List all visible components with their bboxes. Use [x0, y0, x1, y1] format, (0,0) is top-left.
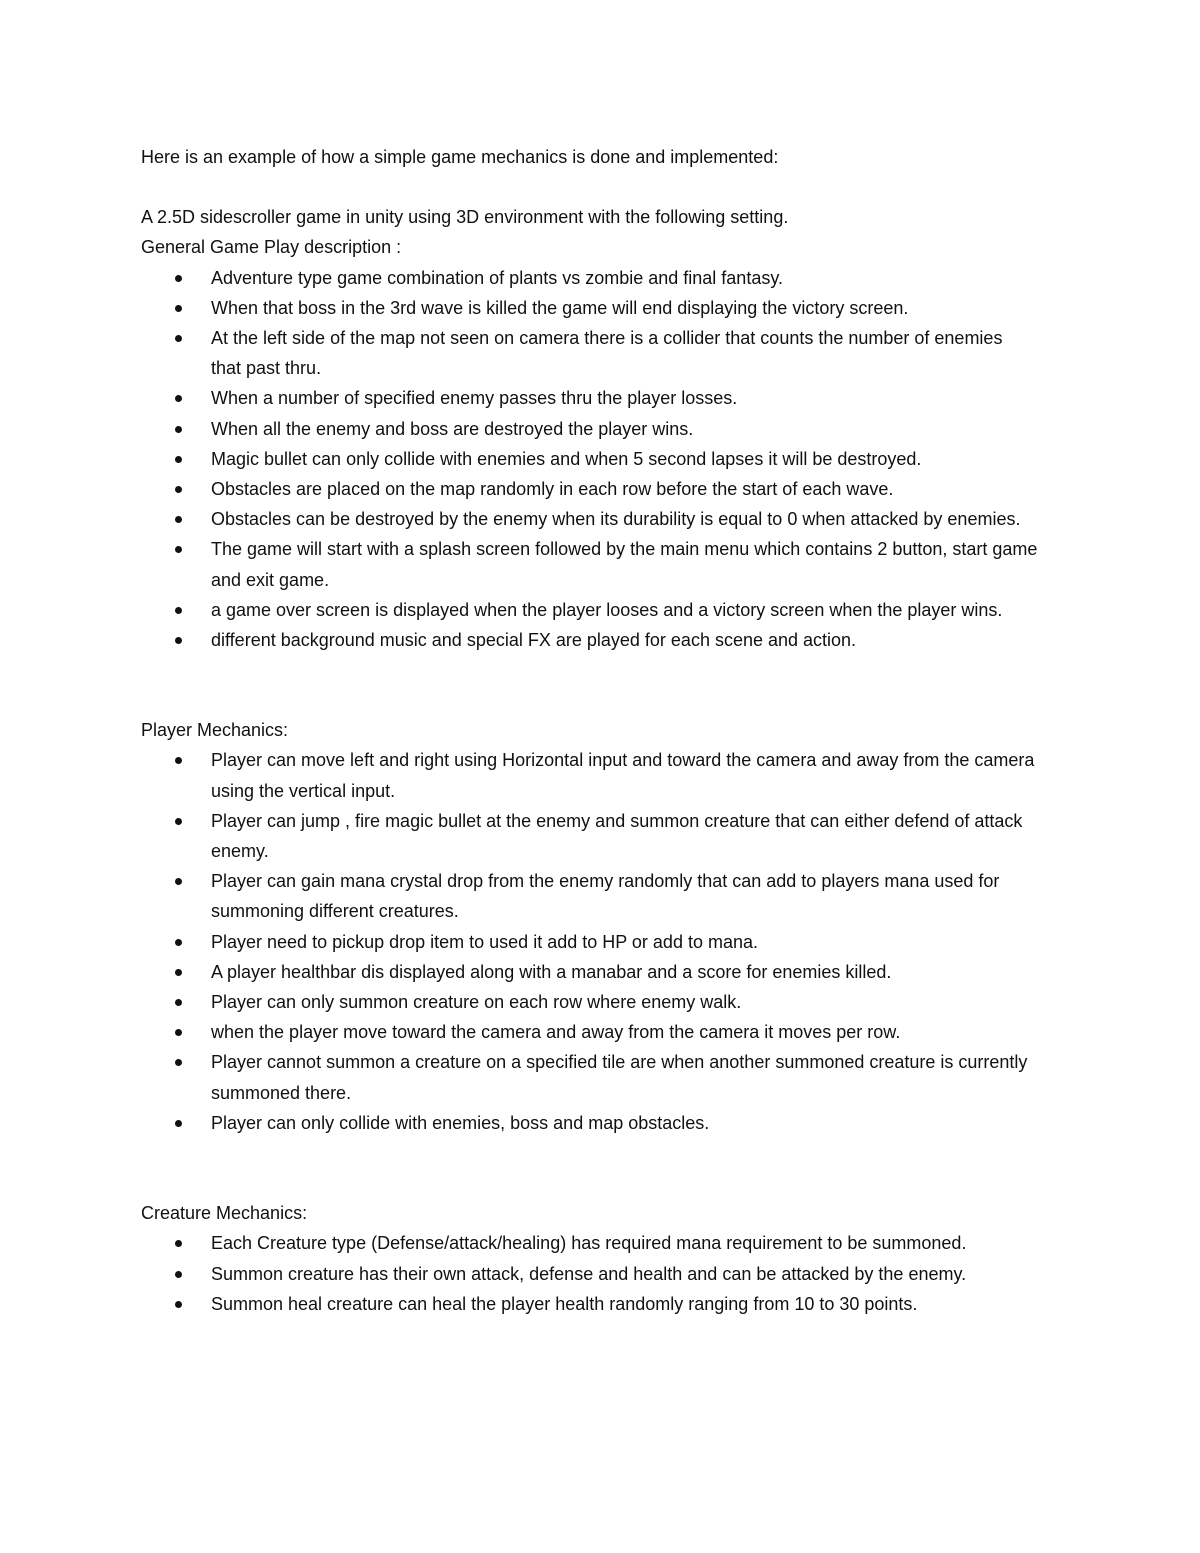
list-item-text: A player healthbar dis displayed along with a manabar and a score for enemies killed. — [211, 961, 892, 982]
general-heading: General Game Play description : — [141, 237, 402, 258]
list-item-text: Obstacles can be destroyed by the enemy when its durability is equal to 0 when attacked by enemies. — [211, 509, 1021, 530]
list-item-text: Player can jump , fire magic bullet at the enemy and summon creature that can either defend of attack enemy. — [211, 810, 1023, 862]
list-item — [141, 504, 1031, 534]
bullet-icon — [175, 546, 182, 553]
list-item — [141, 444, 1061, 474]
list-item — [141, 323, 1011, 383]
list-item — [141, 806, 1061, 866]
bullet-icon — [175, 878, 182, 885]
list-item — [141, 927, 1061, 957]
intro-paragraph: Here is an example of how a simple game mechanics is done and implemented: — [141, 147, 779, 167]
list-item — [141, 263, 1061, 293]
bullet-icon — [175, 1059, 182, 1066]
list-item-text: When a number of specified enemy passes thru the player losses. — [211, 388, 738, 409]
list-item-text: when the player move toward the camera and away from the camera it moves per row. — [211, 1022, 901, 1043]
bullet-icon — [175, 335, 182, 342]
bullet-icon — [175, 1271, 182, 1278]
list-item — [141, 987, 1061, 1017]
list-item-text: Adventure type game combination of plants vs zombie and final fantasy. — [211, 267, 783, 288]
player-list — [141, 745, 1061, 1138]
list-item — [141, 534, 1041, 594]
bullet-icon — [175, 757, 182, 764]
list-item-text: The game will start with a splash screen followed by the main menu which contains 2 button, start game and exit game. — [211, 539, 1038, 590]
list-item — [141, 1047, 1041, 1107]
player-heading: Player Mechanics: — [141, 720, 289, 741]
bullet-icon — [175, 456, 182, 463]
bullet-icon — [175, 818, 182, 825]
list-item-text: Each Creature type (Defense/attack/healing) has required mana requirement to be summoned. — [211, 1233, 967, 1254]
list-item-text: Player can move left and right using Horizontal input and toward the camera and away from the camera using the vertical input. — [211, 750, 1035, 801]
creature-heading: Creature Mechanics: — [141, 1203, 308, 1224]
list-item-text: Player need to pickup drop item to used it add to HP or add to mana. — [211, 931, 758, 952]
bullet-icon — [175, 486, 182, 493]
list-item — [141, 414, 1061, 444]
bullet-icon — [175, 395, 182, 402]
list-item-text: different background music and special FX are played for each scene and action. — [211, 630, 857, 651]
list-item — [141, 1017, 1061, 1047]
list-item — [141, 293, 1061, 323]
general-list — [141, 263, 1061, 656]
list-item-text: Player can only summon creature on each row where enemy walk. — [211, 992, 742, 1013]
list-item-text: Summon heal creature can heal the player health randomly ranging from 10 to 30 points. — [211, 1293, 918, 1314]
bullet-icon — [175, 969, 182, 976]
setting-paragraph: A 2.5D sidescroller game in unity using 3D environment with the following setting. — [141, 207, 789, 228]
list-item-text: Player can gain mana crystal drop from the enemy randomly that can add to players mana used for summoning different creatures. — [211, 871, 1000, 922]
list-item — [141, 745, 1061, 805]
list-item — [141, 1228, 1061, 1258]
list-item-text: At the left side of the map not seen on camera there is a collider that counts the number of enemies that past thru. — [211, 328, 1003, 379]
bullet-icon — [175, 426, 182, 433]
list-item — [141, 625, 1061, 655]
list-item-text: When all the enemy and boss are destroyed the player wins. — [211, 418, 694, 439]
bullet-icon — [175, 305, 182, 312]
list-item-text: When that boss in the 3rd wave is killed the game will end displaying the victory screen. — [211, 297, 909, 318]
bullet-icon — [175, 1120, 182, 1127]
list-item — [141, 1259, 1061, 1289]
list-item — [141, 474, 1061, 504]
document-body — [141, 142, 1061, 1319]
list-item-text: Obstacles are placed on the map randomly in each row before the start of each wave. — [211, 479, 894, 500]
list-item-text: Magic bullet can only collide with enemies and when 5 second lapses it will be destroyed. — [211, 448, 922, 469]
list-item — [141, 957, 1061, 987]
bullet-icon — [175, 607, 182, 614]
list-item — [141, 1108, 1061, 1138]
list-item — [141, 383, 1061, 413]
bullet-icon — [175, 1029, 182, 1036]
list-item — [141, 866, 1061, 926]
list-item — [141, 595, 1031, 625]
bullet-icon — [175, 637, 182, 644]
bullet-icon — [175, 939, 182, 946]
creature-list — [141, 1228, 1061, 1319]
bullet-icon — [175, 999, 182, 1006]
bullet-icon — [175, 275, 182, 282]
list-item-text: Player can only collide with enemies, boss and map obstacles. — [211, 1112, 710, 1133]
bullet-icon — [175, 1301, 182, 1308]
bullet-icon — [175, 516, 182, 523]
list-item-text: Summon creature has their own attack, defense and health and can be attacked by the enemy. — [211, 1263, 967, 1284]
list-item — [141, 1289, 1061, 1319]
list-item-text: a game over screen is displayed when the player looses and a victory screen when the player wins. — [211, 599, 1003, 620]
list-item-text: Player cannot summon a creature on a specified tile are when another summoned creature is currently summoned there. — [211, 1052, 1028, 1103]
bullet-icon — [175, 1240, 182, 1247]
